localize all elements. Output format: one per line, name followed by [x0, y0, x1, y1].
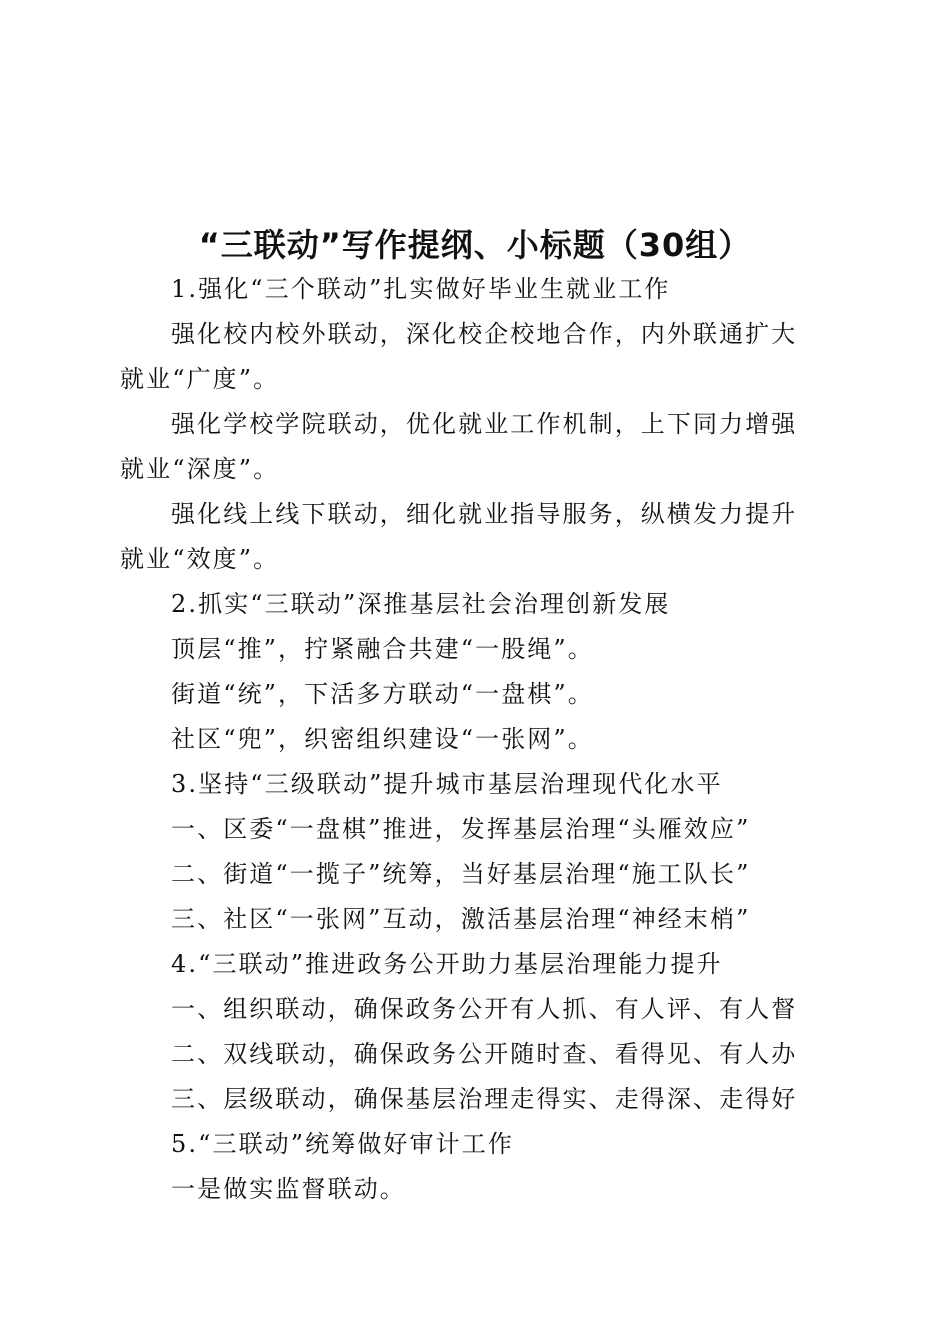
paragraph: 二、双线联动，确保政务公开随时查、看得见、有人办 — [171, 1040, 798, 1068]
paragraph: 二、街道“一揽子”统筹，当好基层治理“施工队长” — [171, 860, 751, 888]
paragraph: 一是做实监督联动。 — [171, 1175, 406, 1203]
paragraph: 三、社区“一张网”互动，激活基层治理“神经末梢” — [171, 905, 751, 933]
heading-5: 5.“三联动”统筹做好审计工作 — [171, 1130, 514, 1158]
paragraph: 强化校内校外联动，深化校企校地合作，内外联通扩大就业“广度”。 — [120, 320, 798, 393]
heading-2: 2.抓实“三联动”深推基层社会治理创新发展 — [171, 590, 671, 618]
paragraph: 顶层“推”，拧紧融合共建“一股绳”。 — [171, 635, 594, 663]
paragraph: 一、区委“一盘棋”推进，发挥基层治理“头雁效应” — [171, 815, 751, 843]
heading-3: 3.坚持“三级联动”提升城市基层治理现代化水平 — [171, 770, 723, 798]
document-body — [120, 267, 820, 1212]
paragraph: 街道“统”，下活多方联动“一盘棋”。 — [171, 680, 594, 708]
document-title: “三联动”写作提纲、小标题（30组） — [198, 226, 752, 265]
paragraph: 一、组织联动，确保政务公开有人抓、有人评、有人督 — [171, 995, 798, 1023]
heading-4: 4.“三联动”推进政务公开助力基层治理能力提升 — [171, 950, 723, 978]
paragraph: 强化学校学院联动，优化就业工作机制，上下同力增强就业“深度”。 — [120, 410, 798, 483]
paragraph: 三、层级联动，确保基层治理走得实、走得深、走得好 — [171, 1085, 798, 1113]
paragraph: 强化线上线下联动，细化就业指导服务，纵横发力提升就业“效度”。 — [120, 500, 798, 573]
paragraph: 社区“兜”，织密组织建设“一张网”。 — [171, 725, 594, 753]
heading-1: 1.强化“三个联动”扎实做好毕业生就业工作 — [171, 275, 671, 303]
